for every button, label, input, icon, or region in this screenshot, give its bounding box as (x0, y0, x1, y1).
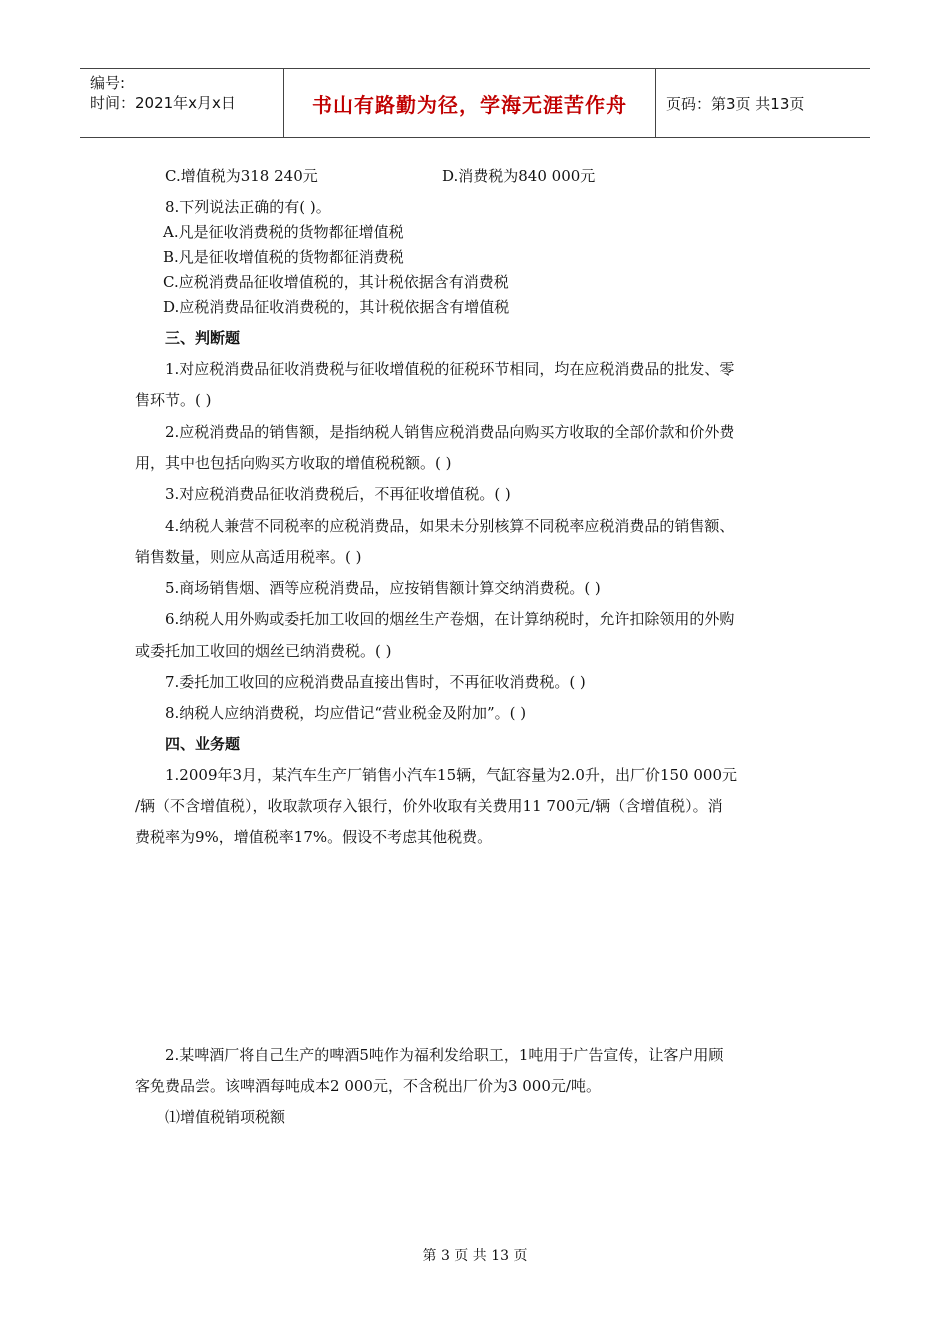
question-8-option-c: C.应税消费品征收增值税的，其计税依据含有消费税 (163, 273, 509, 291)
judgement-3: 3.对应税消费品征收消费税后，不再征收增值税。( ) (165, 485, 511, 503)
question-8-option-d: D.应税消费品征收消费税的，其计税依据含有增值税 (163, 298, 510, 316)
option-d: D.消费税为840 000元 (442, 167, 596, 185)
judgement-6-line1: 6.纳税人用外购或委托加工收回的烟丝生产卷烟，在计算纳税时，允许扣除领用的外购 (165, 610, 735, 628)
judgement-8: 8.纳税人应纳消费税，均应借记“营业税金及附加”。( ) (165, 704, 527, 722)
business-2-line1: 2.某啤酒厂将自己生产的啤酒5吨作为福利发给职工，1吨用于广告宣传，让客户用顾 (165, 1046, 724, 1064)
page-footer: 第 3 页 共 13 页 (422, 1248, 528, 1264)
judgement-1-line1: 1.对应税消费品征收消费税与征收增值税的征税环节相同，均在应税消费品的批发、零 (165, 360, 735, 378)
business-1-line1: 1.2009年3月，某汽车生产厂销售小汽车15辆，气缸容量为2.0升，出厂价150 000元 (165, 766, 738, 784)
judgement-5: 5.商场销售烟、酒等应税消费品，应按销售额计算交纳消费税。( ) (165, 579, 601, 597)
judgement-2-line1: 2.应税消费品的销售额，是指纳税人销售应税消费品向购买方收取的全部价款和价外费 (165, 423, 735, 441)
question-8-option-a: A.凡是征收消费税的货物都征增值税 (163, 223, 404, 241)
judgement-6-line2: 或委托加工收回的烟丝已纳消费税。( ) (135, 642, 392, 660)
judgement-4-line1: 4.纳税人兼营不同税率的应税消费品，如果未分别核算不同税率应税消费品的销售额、 (165, 517, 735, 535)
question-8: 8.下列说法正确的有( )。 (165, 198, 331, 216)
business-1-line2: /辆（不含增值税），收取款项存入银行，价外收取有关费用11 700元/辆（含增值税）。消 (135, 797, 723, 815)
judgement-2-line2: 用，其中也包括向购买方收取的增值税税额。( ) (135, 454, 452, 472)
section-heading-judgement: 三、判断题 (165, 329, 241, 347)
business-1-line3: 费税率为9%，增值税率17%。假设不考虑其他税费。 (135, 828, 493, 846)
section-heading-business: 四、业务题 (165, 735, 241, 753)
business-2-subitem-1: ⑴增值税销项税额 (165, 1108, 286, 1126)
header-left (80, 69, 283, 137)
judgement-4-line2: 销售数量，则应从高适用税率。( ) (135, 548, 362, 566)
header-page-number: 页码：第3页 共13页 (666, 94, 805, 113)
judgement-1-line2: 售环节。( ) (135, 391, 212, 409)
business-2-line2: 客免费品尝。该啤酒每吨成本2 000元，不含税出厂价为3 000元/吨。 (135, 1077, 601, 1095)
doc-date: 时间：2021年x月x日 (90, 94, 236, 112)
judgement-7: 7.委托加工收回的应税消费品直接出售时，不再征收消费税。( ) (165, 673, 586, 691)
doc-number-label: 编号: (90, 74, 126, 92)
page-header (80, 68, 870, 138)
header-motto: 书山有路勤为径，学海无涯苦作舟 (283, 69, 656, 137)
option-c: C.增值税为318 240元 (165, 167, 318, 185)
option-row (165, 164, 596, 188)
question-8-option-b: B.凡是征收增值税的货物都征消费税 (163, 248, 404, 266)
